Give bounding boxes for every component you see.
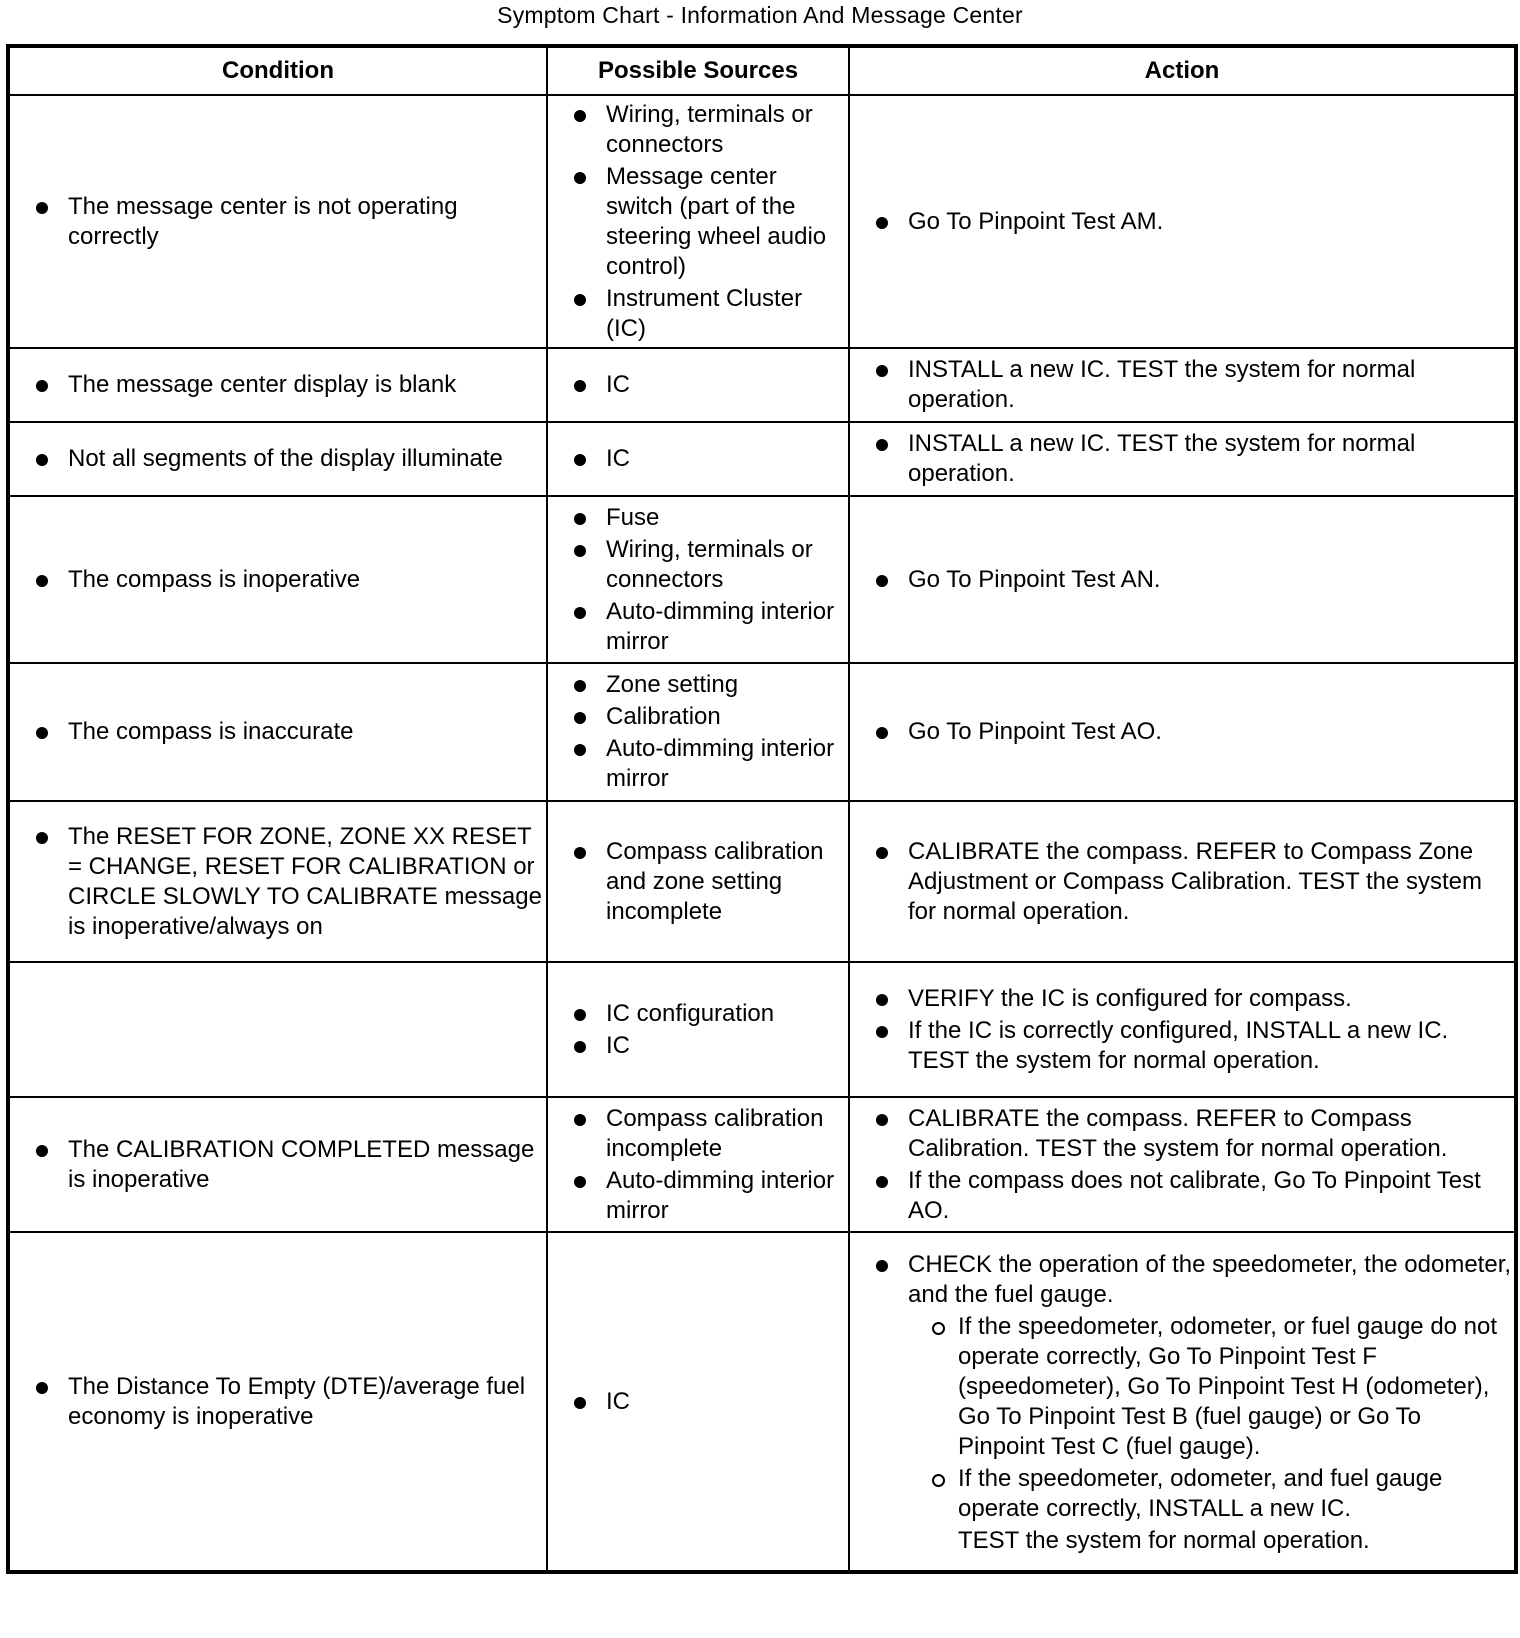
condition-item: The compass is inaccurate (10, 717, 546, 747)
source-item: Auto-dimming interior mirror (548, 1166, 848, 1226)
sources-cell (547, 422, 849, 496)
action-item: CALIBRATE the compass. REFER to Compass Calibration. TEST the system for normal operation. (850, 1104, 1514, 1164)
condition-cell (8, 1232, 547, 1572)
action-cell (849, 801, 1516, 962)
source-item: Zone setting (548, 670, 848, 700)
symptom-table (6, 44, 1518, 1574)
action-cell (849, 663, 1516, 801)
source-item: Compass calibration and zone setting incomplete (548, 837, 848, 927)
condition-item: The Distance To Empty (DTE)/average fuel economy is inoperative (10, 1372, 546, 1432)
header-action: Action (849, 46, 1516, 95)
sources-cell (547, 496, 849, 663)
condition-item: The compass is inoperative (10, 565, 546, 595)
condition-item: The CALIBRATION COMPLETED message is inoperative (10, 1135, 546, 1195)
condition-cell (8, 801, 547, 962)
table-row (8, 663, 1516, 801)
source-item: Auto-dimming interior mirror (548, 597, 848, 657)
source-item: IC (548, 444, 848, 474)
condition-cell (8, 962, 547, 1097)
table-row (8, 801, 1516, 962)
action-cell (849, 962, 1516, 1097)
table-row (8, 962, 1516, 1097)
action-item: INSTALL a new IC. TEST the system for normal operation. (850, 355, 1514, 415)
source-item: IC (548, 1031, 848, 1061)
action-cell (849, 1097, 1516, 1232)
action-cell (849, 1232, 1516, 1572)
source-item: Message center switch (part of the steering wheel audio control) (548, 162, 848, 282)
sources-cell (547, 95, 849, 348)
sub-action-item: If the speedometer, odometer, or fuel gauge do not operate correctly, Go To Pinpoint Test F (speedometer), Go To Pinpoint Test H (odometer), Go To Pinpoint Test B (fuel gauge) or Go To Pinpoint Test C (fuel gauge). (908, 1312, 1514, 1462)
table-row (8, 1232, 1516, 1572)
action-item: CALIBRATE the compass. REFER to Compass Zone Adjustment or Compass Calibration. TEST the system for normal operation. (850, 837, 1514, 927)
source-item: IC (548, 370, 848, 400)
source-item: Auto-dimming interior mirror (548, 734, 848, 794)
header-row (8, 46, 1516, 95)
sources-cell (547, 663, 849, 801)
condition-cell (8, 348, 547, 422)
condition-item: The message center is not operating correctly (10, 192, 546, 252)
condition-item: The RESET FOR ZONE, ZONE XX RESET = CHANGE, RESET FOR CALIBRATION or CIRCLE SLOWLY TO CALIBRATE message is inoperative/always on (10, 822, 546, 942)
condition-cell (8, 95, 547, 348)
source-item: Wiring, terminals or connectors (548, 100, 848, 160)
source-item: IC (548, 1387, 848, 1417)
action-item: CHECK the operation of the speedometer, the odometer, and the fuel gauge. (850, 1250, 1514, 1310)
source-item: Wiring, terminals or connectors (548, 535, 848, 595)
header-sources: Possible Sources (547, 46, 849, 95)
source-item: IC configuration (548, 999, 848, 1029)
action-item: VERIFY the IC is configured for compass. (850, 984, 1514, 1014)
sources-cell (547, 1097, 849, 1232)
condition-cell (8, 496, 547, 663)
action-cell (849, 422, 1516, 496)
source-item: Calibration (548, 702, 848, 732)
trailing-note: TEST the system for normal operation. (958, 1526, 1370, 1554)
condition-cell (8, 1097, 547, 1232)
action-item: Go To Pinpoint Test AO. (850, 717, 1514, 747)
table-row (8, 496, 1516, 663)
action-item: If the compass does not calibrate, Go To Pinpoint Test AO. (850, 1166, 1514, 1226)
action-item: Go To Pinpoint Test AM. (850, 207, 1514, 237)
sources-cell (547, 348, 849, 422)
chart-title: Symptom Chart - Information And Message Center (497, 2, 1023, 28)
action-cell (849, 95, 1516, 348)
condition-cell (8, 663, 547, 801)
condition-cell (8, 422, 547, 496)
action-cell (849, 496, 1516, 663)
action-cell (849, 348, 1516, 422)
table-row (8, 95, 1516, 348)
sub-action-item: If the speedometer, odometer, and fuel gauge operate correctly, INSTALL a new IC. (908, 1464, 1514, 1524)
action-item: Go To Pinpoint Test AN. (850, 565, 1514, 595)
source-item: Instrument Cluster (IC) (548, 284, 848, 344)
table-row (8, 422, 1516, 496)
action-item: If the IC is correctly configured, INSTALL a new IC. TEST the system for normal operation. (850, 1016, 1514, 1076)
sources-cell (547, 962, 849, 1097)
source-item: Fuse (548, 503, 848, 533)
table-row (8, 348, 1516, 422)
source-item: Compass calibration incomplete (548, 1104, 848, 1164)
table-row (8, 1097, 1516, 1232)
sources-cell (547, 1232, 849, 1572)
action-item: INSTALL a new IC. TEST the system for normal operation. (850, 429, 1514, 489)
condition-item: The message center display is blank (10, 370, 546, 400)
sources-cell (547, 801, 849, 962)
condition-item: Not all segments of the display illuminate (10, 444, 546, 474)
header-condition: Condition (8, 46, 547, 95)
